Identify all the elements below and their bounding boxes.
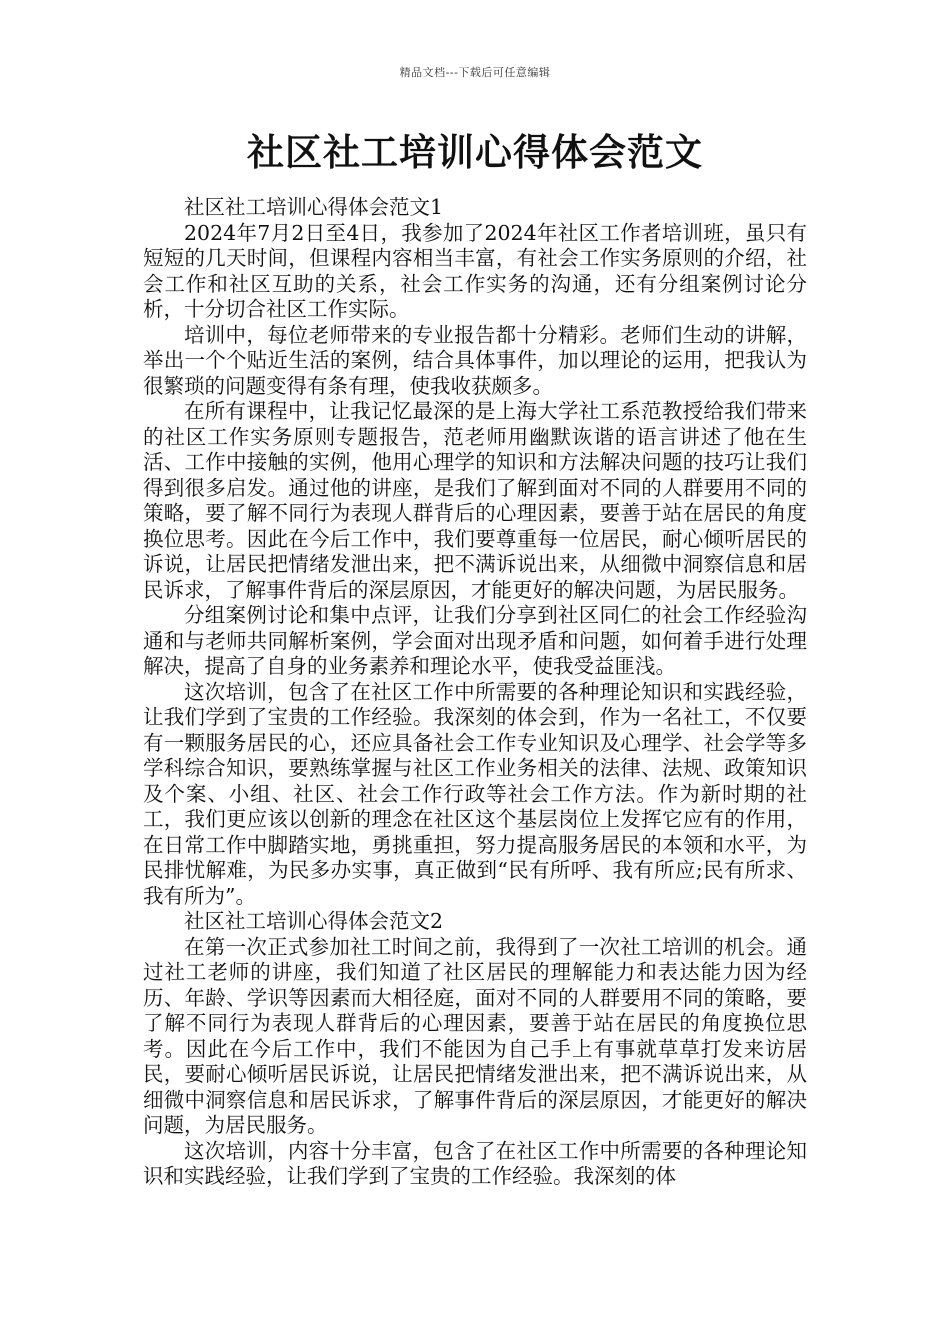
paragraph: 分组案例讨论和集中点评，让我们分享到社区同仁的社会工作经验沟通和与老师共同解析案例，学会面对出现矛盾和问题，如何着手进行处理解决，提高了自身的业务素养和理论水平，使我受益匪浅。 <box>143 603 807 678</box>
paragraph: 2024年7月2日至4日，我参加了2024年社区工作者培训班，虽只有短短的几天时间，但课程内容相当丰富，有社会工作实务原则的介绍，社会工作和社区互助的关系，社会工作实务的沟通，还有分组案例讨论分析，十分切合社区工作实际。 <box>143 220 807 321</box>
document-body <box>143 195 807 1190</box>
paragraph: 这次培训，包含了在社区工作中所需要的各种理论知识和实践经验，让我们学到了宝贵的工作经验。我深刻的体会到，作为一名社工，不仅要有一颗服务居民的心，还应具备社会工作专业知识及心理学、社会学等多学科综合知识，要熟练掌握与社区工作业务相关的法律、法规、政策知识及个案、小组、社区、社会工作行政等社会工作方法。作为新时期的社工，我们更应该以创新的理念在社区这个基层岗位上发挥它应有的作用，在日常工作中脚踏实地，勇挑重担，努力提高服务居民的本领和水平，为民排忧解难，为民多办实事，真正做到“民有所呼、我有所应;民有所求、我有所为”。 <box>143 679 807 908</box>
section-heading-1: 社区社工培训心得体会范文1 <box>184 195 444 219</box>
section-heading-2: 社区社工培训心得体会范文2 <box>184 909 444 933</box>
header-note: 精品文档---下载后可任意编辑 <box>399 66 551 79</box>
paragraph: 这次培训，内容十分丰富，包含了在社区工作中所需要的各种理论知识和实践经验，让我们学到了宝贵的工作经验。我深刻的体 <box>143 1138 807 1188</box>
paragraph: 在第一次正式参加社工时间之前，我得到了一次社工培训的机会。通过社工老师的讲座，我们知道了社区居民的理解能力和表达能力因为经历、年龄、学识等因素而大相径庭，面对不同的人群要用不同的策略，要了解不同行为表现人群背后的心理因素，要善于站在居民的角度换位思考。因此在今后工作中，我们不能因为自己手上有事就草草打发来访居民，要耐心倾听居民诉说，让居民把情绪发泄出来，把不满诉说出来，从细微中洞察信息和居民诉求，了解事件背后的深层原因，才能更好的解决问题，为居民服务。 <box>143 934 807 1137</box>
document-title: 社区社工培训心得体会范文 <box>247 130 703 174</box>
paragraph: 在所有课程中，让我记忆最深的是上海大学社工系范教授给我们带来的社区工作实务原则专题报告，范老师用幽默诙谐的语言讲述了他在生活、工作中接触的实例，他用心理学的知识和方法解决问题的技巧让我们得到很多启发。通过他的讲座，是我们了解到面对不同的人群要用不同的策略，要了解不同行为表现人群背后的心理因素，要善于站在居民的角度换位思考。因此在今后工作中，我们要尊重每一位居民，耐心倾听居民的诉说，让居民把情绪发泄出来，把不满诉说出来，从细微中洞察信息和居民诉求，了解事件背后的深层原因，才能更好的解决问题，为居民服务。 <box>143 399 807 602</box>
paragraph: 培训中，每位老师带来的专业报告都十分精彩。老师们生动的讲解，举出一个个贴近生活的案例，结合具体事件，加以理论的运用，把我认为很繁琐的问题变得有条有理，使我收获颇多。 <box>143 322 807 398</box>
